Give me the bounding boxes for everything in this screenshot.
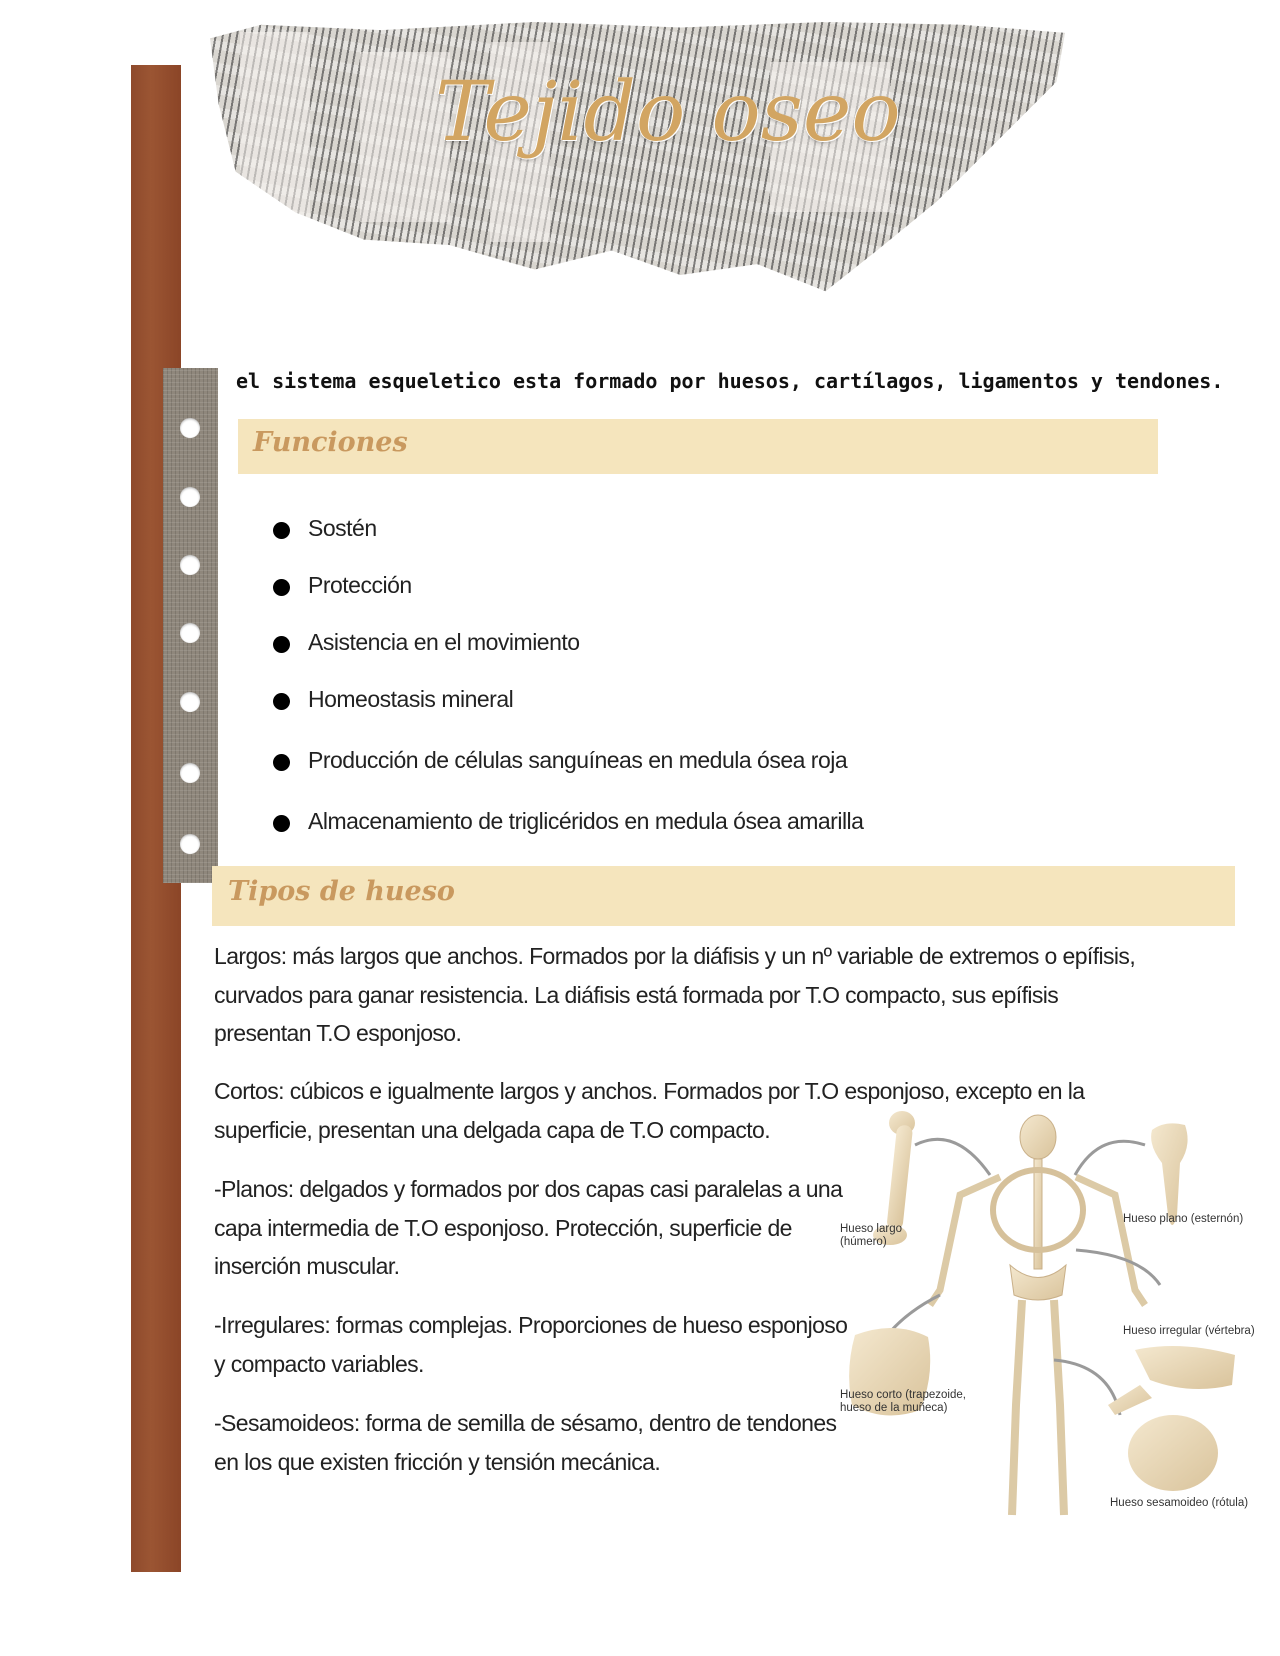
paragraph-cortos: Cortos: cúbicos e igualmente largos y anchos. Formados por T.O esponjoso, excepto en la superficie, presentan una delgada capa de T.O compacto. [214, 1078, 1085, 1143]
ribbon-hole [180, 834, 200, 854]
tipos-heading: Tipos de hueso [228, 876, 455, 907]
page-title: Tejido oseo [435, 65, 901, 160]
skeleton-figure [840, 1105, 1280, 1550]
paragraph-irregulares: -Irregulares: formas complejas. Proporciones de hueso esponjoso y compacto variables. [214, 1312, 848, 1377]
label-hueso-plano: Hueso plano (esternón) [1123, 1213, 1244, 1225]
ribbon-hole [180, 692, 200, 712]
bullet-icon [273, 636, 290, 653]
ribbon-hole [180, 623, 200, 643]
label-hueso-sesamoideo: Hueso sesamoideo (rótula) [1110, 1497, 1249, 1509]
label-hueso-irregular: Hueso irregular (vértebra) [1123, 1325, 1255, 1337]
bullet-icon [273, 693, 290, 710]
burlap-ribbon [163, 368, 218, 883]
bullet-icon [273, 754, 290, 771]
bullet-icon [273, 522, 290, 539]
patella-bone [1128, 1415, 1218, 1491]
ribbon-hole [180, 418, 200, 438]
paragraph-sesamoideos: -Sesamoideos: forma de semilla de sésamo, dentro de tendones en los que existen fricción y tensión mecánica. [214, 1410, 837, 1475]
ribbon-hole [180, 763, 200, 783]
label-hueso-largo: Hueso largo (húmero) [840, 1223, 903, 1248]
intro-text: el sistema esqueletico esta formado por huesos, cartílagos, ligamentos y tendones. [236, 369, 1224, 393]
funciones-heading: Funciones [253, 427, 408, 458]
sternum-bone [1151, 1123, 1187, 1225]
label-hueso-corto: Hueso corto (trapezoide, hueso de la muñeca) [840, 1389, 966, 1414]
bullet-icon [273, 579, 290, 596]
bullet-icon [273, 815, 290, 832]
vertebra-bone [1108, 1346, 1235, 1415]
skeleton-body [930, 1115, 1145, 1515]
paragraph-largos: Largos: más largos que anchos. Formados por la diáfisis y un nº variable de extremos o epífisis, curvados para ganar resistencia. La diáfisis está formada por T.O compacto, sus epífisis presentan T.O esponjoso. [214, 943, 1136, 1046]
ribbon-hole [180, 487, 200, 507]
paragraph-planos: -Planos: delgados y formados por dos capas casi paralelas a una capa intermedia de T.O esponjoso. Protección, superficie de inserción muscular. [214, 1176, 843, 1279]
ribbon-hole [180, 555, 200, 575]
